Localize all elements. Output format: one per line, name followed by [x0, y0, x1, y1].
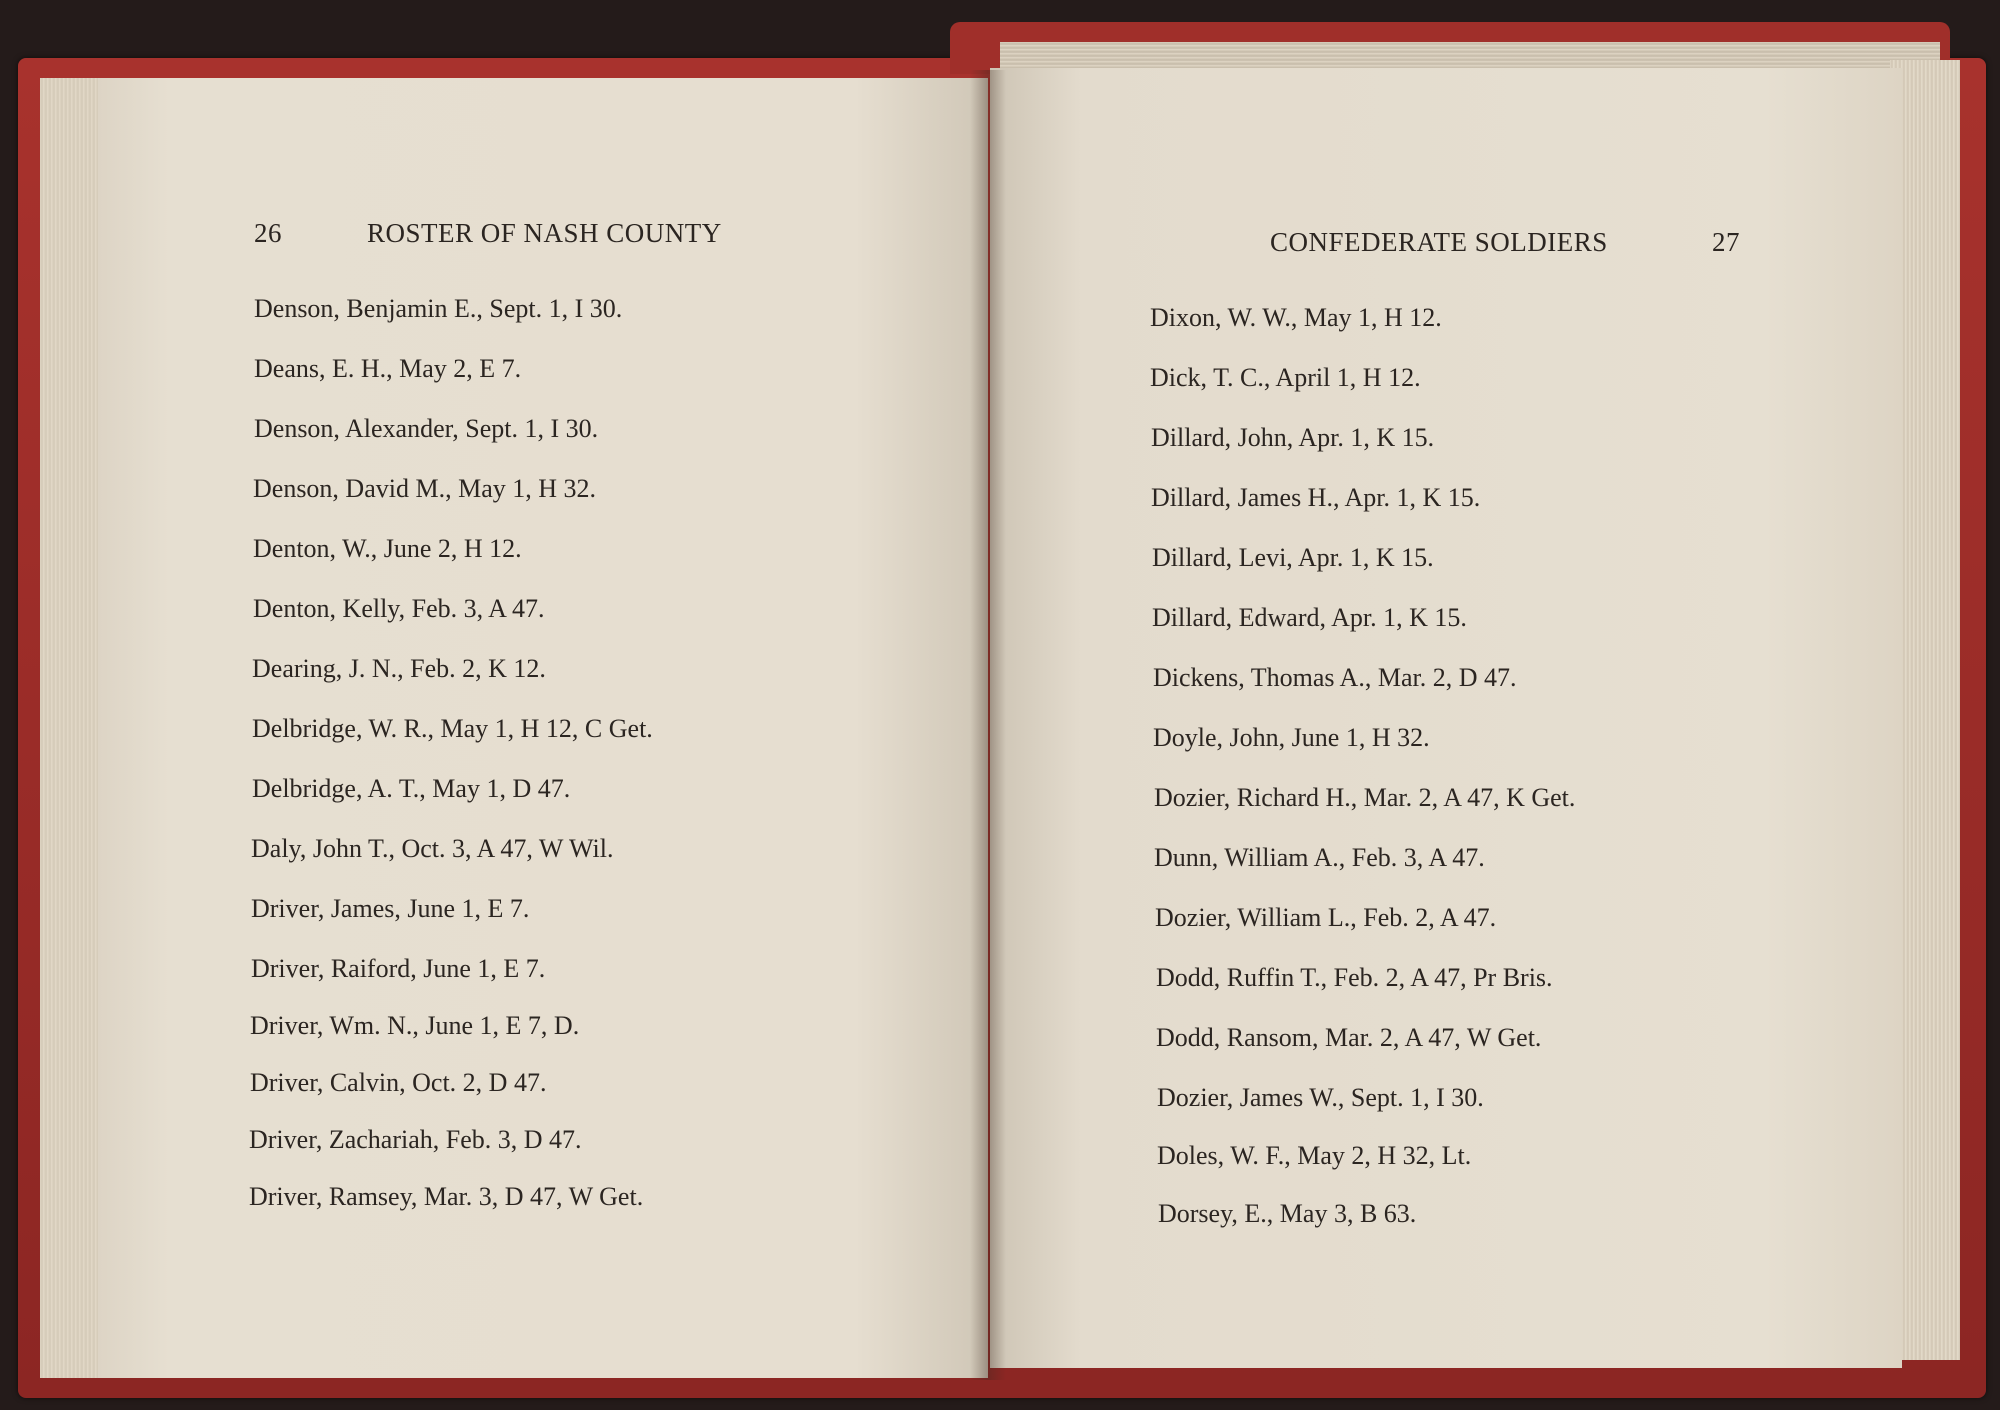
right-entry: Dillard, Levi, Apr. 1, K 15.	[1152, 543, 1434, 572]
left-entry: Denton, W., June 2, H 12.	[253, 534, 522, 563]
right-page-number: 27	[1712, 227, 1740, 257]
left-entry: Driver, Zachariah, Feb. 3, D 47.	[249, 1125, 582, 1154]
right-entry: Dillard, James H., Apr. 1, K 15.	[1151, 483, 1481, 512]
right-entry: Dick, T. C., April 1, H 12.	[1150, 363, 1421, 392]
left-entry: Driver, Wm. N., June 1, E 7, D.	[250, 1011, 580, 1040]
right-entry: Dozier, William L., Feb. 2, A 47.	[1155, 903, 1497, 932]
left-entry: Daly, John T., Oct. 3, A 47, W Wil.	[251, 834, 614, 863]
left-entry: Driver, Calvin, Oct. 2, D 47.	[250, 1068, 547, 1097]
left-page-number: 26	[254, 218, 282, 248]
left-entry: Dearing, J. N., Feb. 2, K 12.	[252, 654, 546, 683]
right-entry: Doles, W. F., May 2, H 32, Lt.	[1157, 1141, 1472, 1170]
left-entry: Driver, James, June 1, E 7.	[251, 894, 530, 923]
left-entry: Delbridge, W. R., May 1, H 12, C Get.	[252, 714, 653, 743]
right-entry: Dorsey, E., May 3, B 63.	[1158, 1199, 1417, 1228]
left-entry: Deans, E. H., May 2, E 7.	[254, 354, 522, 383]
right-entry: Dickens, Thomas A., Mar. 2, D 47.	[1153, 663, 1517, 692]
right-entry: Dozier, James W., Sept. 1, I 30.	[1157, 1083, 1484, 1112]
page-edges-left	[40, 78, 100, 1378]
right-entry: Doyle, John, June 1, H 32.	[1153, 723, 1430, 752]
right-entry: Dodd, Ransom, Mar. 2, A 47, W Get.	[1156, 1023, 1542, 1052]
right-entry: Dillard, Edward, Apr. 1, K 15.	[1152, 603, 1467, 632]
right-entry: Dillard, John, Apr. 1, K 15.	[1151, 423, 1435, 452]
right-page	[990, 68, 1902, 1368]
left-entry: Driver, Ramsey, Mar. 3, D 47, W Get.	[249, 1182, 644, 1211]
left-entry: Denson, Benjamin E., Sept. 1, I 30.	[254, 294, 623, 323]
right-entry: Dodd, Ruffin T., Feb. 2, A 47, Pr Bris.	[1156, 963, 1553, 992]
left-entry: Denson, David M., May 1, H 32.	[253, 474, 597, 503]
right-entry: Dixon, W. W., May 1, H 12.	[1150, 303, 1442, 332]
right-running-head: CONFEDERATE SOLDIERS	[1270, 227, 1608, 257]
left-running-head: ROSTER OF NASH COUNTY	[367, 218, 722, 248]
right-entry: Dunn, William A., Feb. 3, A 47.	[1154, 843, 1485, 872]
left-entry: Denson, Alexander, Sept. 1, I 30.	[254, 414, 599, 443]
left-entry: Delbridge, A. T., May 1, D 47.	[252, 774, 571, 803]
left-entry: Driver, Raiford, June 1, E 7.	[251, 954, 546, 983]
left-entry: Denton, Kelly, Feb. 3, A 47.	[253, 594, 545, 623]
book-gutter	[970, 70, 1006, 1380]
right-entry: Dozier, Richard H., Mar. 2, A 47, K Get.	[1154, 783, 1576, 812]
